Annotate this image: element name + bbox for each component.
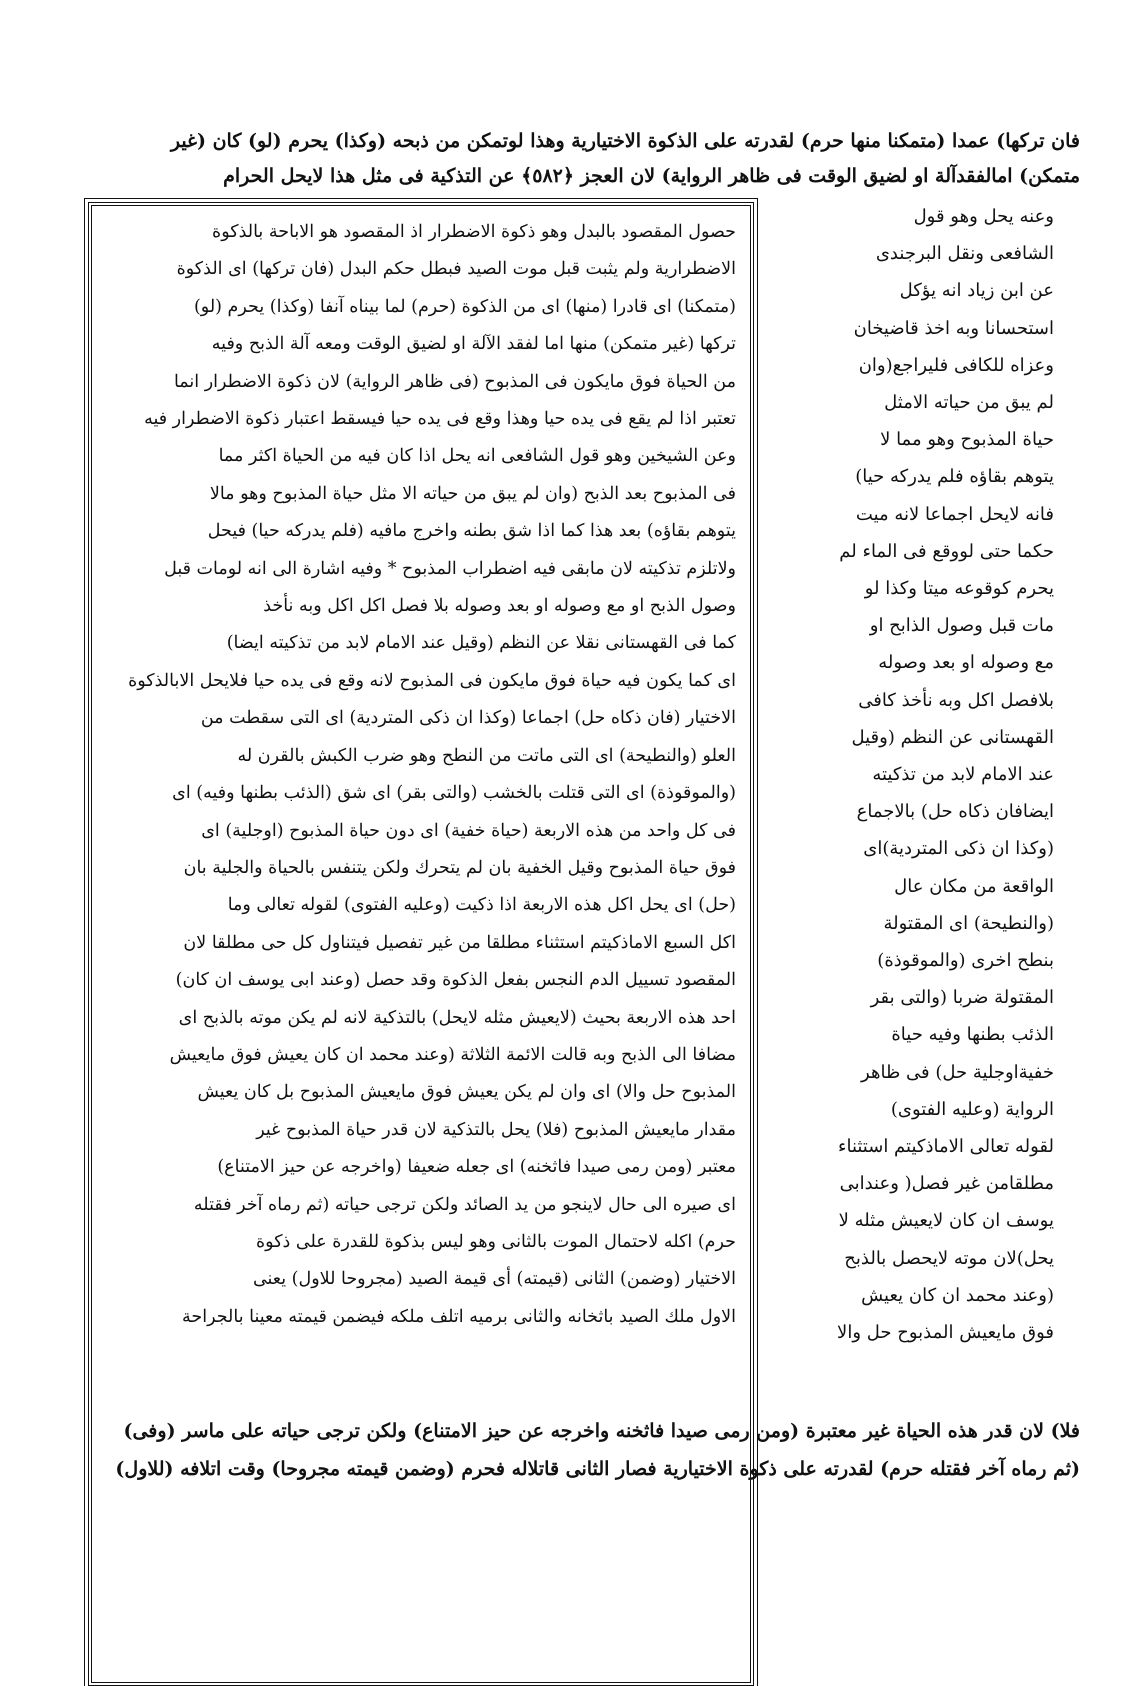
main-line: (متمكنا) اى قادرا (منها) اى من الذكوة (حرم) لما بيناه آنفا (وكذا) يحرم (لو) <box>193 296 736 317</box>
main-line: من الحياة فوق مايكون فى المذبوح (فى ظاهر الرواية) لان ذكوة الاضطرار انما <box>173 371 736 392</box>
main-line: وعن الشيخين وهو قول الشافعى انه يحل اذا كان فيه من الحياة اكثر مما <box>218 446 736 467</box>
top-line-2 <box>88 159 1080 194</box>
side-line: بنطح اخرى (والموقوذة) <box>877 950 1054 972</box>
main-line: اى كما يكون فيه حياة فوق مايكون فى المذبوح لانه وقع فى يده حيا فلايحل الابالذكوة <box>128 670 736 691</box>
main-line: اكل السبع الاماذكيتم استثناء مطلقا من غير تفصيل فيتناول كل حى مطلقا لان <box>183 932 736 953</box>
side-line: وعزاه للكافى فليراجع(وان <box>858 354 1054 376</box>
margin-commentary-column <box>764 198 1054 1351</box>
main-line: ولاتلزم تذكيته لان مابقى فيه اضطراب المذبوح * وفيه اشارة الى انه لومات قبل <box>164 558 736 579</box>
main-line: فى المذبوح بعد الذبح (وان لم يبق من حياته الا مثل حياة المذبوح وهو مالا <box>209 483 736 504</box>
side-line: مات قبل وصول الذابح او <box>869 615 1054 637</box>
main-line: معتبر (ومن رمى صيدا فاثخنه) اى جعله ضعيفا (واخرجه عن حيز الامتناع) <box>217 1157 736 1178</box>
side-line: المقتولة ضربا (والتى بقر <box>870 987 1054 1009</box>
main-line: وصول الذبح او مع وصوله او بعد وصوله بلا فصل اكل اكل وبه نأخذ <box>263 596 736 617</box>
main-line: حصول المقصود بالبدل وهو ذكوة الاضطرار اذ المقصود هو الاباحة بالذكوة <box>212 222 736 242</box>
main-line: (والموقوذة) اى التى قتلت بالخشب (والتى بقر) اى شق (الذئب بطنها وفيه) اى <box>172 783 736 804</box>
side-line: حياة المذبوح وهو مما لا <box>880 429 1054 451</box>
main-line: تعتبر اذا لم يقع فى يده حيا وهذا وقع فى يده حيا فيسقط اعتبار ذكوة الاضطرار فيه <box>144 409 736 430</box>
side-line: بلافصل اكل وبه نأخذ كافى <box>858 689 1054 711</box>
side-line: مع وصوله او بعد وصوله <box>878 652 1054 674</box>
side-line: فانه لايحل اجماعا لانه ميت <box>855 503 1054 525</box>
main-line: حرم) اكله لاحتمال الموت بالثانى وهو ليس بذكوة للقدرة على ذكوة <box>256 1231 736 1252</box>
main-line: فوق حياة المذبوح وقيل الخفية بان لم يتحرك ولكن يتنفس بالحياة والجلية بان <box>183 857 736 878</box>
side-line: لم يبق من حياته الامثل <box>884 392 1054 414</box>
side-line: خفيةاوجلية حل) فى ظاهر <box>861 1061 1054 1083</box>
main-line: كما فى القهستانى نقلا عن النظم (وقيل عند الامام لابد من تذكيته ايضا) <box>226 633 736 654</box>
top-commentary <box>88 124 1080 194</box>
side-line: (والنطيحة) اى المقتولة <box>883 912 1054 934</box>
main-line: مضافا الى الذبح وبه قالت الائمة الثلاثة (وعند محمد ان كان يعيش فوق مايعيش <box>169 1044 736 1065</box>
side-line: ايضافان ذكاه حل) بالاجماع <box>856 801 1054 823</box>
main-line: العلو (والنطيحة) اى التى ماتت من النطح وهو ضرب الكبش بالقرن له <box>237 745 736 766</box>
bottom-line: فلا) لان قدر هذه الحياة غير معتبرة (ومن رمى صيدا فاثخنه واخرجه عن حيز الامتناع) ولكن ترجى حياته على ماسر (وفى) <box>123 1420 1080 1442</box>
side-line: الشافعى ونقل البرجندى <box>875 243 1054 265</box>
main-line: الاول ملك الصيد باثخانه والثانى برميه اتلف ملكه فيضمن قيمته معينا بالجراحة <box>182 1306 736 1327</box>
main-line: تركها (غير متمكن) منها اما لفقد الآلة او لضيق الوقت ومعه آلة الذبح وفيه <box>211 334 736 355</box>
page-number-marker: ﴿٥٨٢﴾ <box>521 165 575 187</box>
side-line: عند الامام لابد من تذكيته <box>872 764 1054 786</box>
side-line: يحل)لان موته لايحصل بالذبح <box>844 1247 1054 1269</box>
main-line: احد هذه الاربعة بحيث (لايعيش مثله لايحل) بالتذكية لانه لم يكن موته بالذبح اى <box>178 1007 736 1028</box>
side-line: (وكذا ان ذكى المتردية)اى <box>863 838 1054 860</box>
main-line: يتوهم بقاؤه) بعد هذا كما اذا شق بطنه واخرج مافيه (فلم يدركه حيا) فيحل <box>207 521 736 542</box>
main-line: الاضطرارية ولم يثبت قبل موت الصيد فبطل حكم البدل (فان تركها) اى الذكوة <box>176 259 736 280</box>
side-line: الرواية (وعليه الفتوى) <box>890 1098 1054 1120</box>
top-line-2-tail: عن التذكية فى مثل هذا لايحل الحرام <box>223 165 515 187</box>
main-line: الاختيار (وضمن) الثانى (قيمته) أى قيمة الصيد (مجروحا للاول) يعنى <box>252 1269 736 1290</box>
side-line: فوق مايعيش المذبوح حل والا <box>837 1322 1054 1344</box>
side-line: عن ابن زياد انه يؤكل <box>899 280 1054 302</box>
side-line: الذئب بطنها وفيه حياة <box>891 1024 1054 1046</box>
side-line: وعنه يحل وهو قول <box>913 206 1054 227</box>
top-line-1: فان تركها) عمدا (متمكنا منها حرم) لقدرته على الذكوة الاختيارية وهذا لوتمكن من ذبحه (وكذا) يحرم (لو) كان (غير <box>170 130 1080 152</box>
main-line: المذبوح حل والا) اى وان لم يكن يعيش فوق مايعيش المذبوح بل كان يعيش <box>197 1082 736 1103</box>
side-line: (وعند محمد ان كان يعيش <box>861 1284 1054 1306</box>
side-line: يتوهم بقاؤه فلم يدركه حيا) <box>855 466 1054 488</box>
main-line: اى صيره الى حال لاينجو من يد الصائد ولكن ترجى حياته (ثم رماه آخر فقتله <box>193 1194 736 1215</box>
main-line: فى كل واحد من هذه الاربعة (حياة خفية) اى دون حياة المذبوح (اوجلية) اى <box>201 820 736 841</box>
side-line: القهستانى عن النظم (وقيل <box>851 726 1054 748</box>
side-line: لقوله تعالى الاماذكيتم استثناء <box>838 1136 1054 1158</box>
side-line: استحسانا وبه اخذ قاضيخان <box>853 317 1054 339</box>
side-line: يحرم كوقوعه ميتا وكذا لو <box>864 578 1054 600</box>
bottom-line: (ثم رماه آخر فقتله حرم) لقدرته على ذكوة الاختيارية فصار الثانى قاتلاله فحرم (وضمن قيمته مجروحا) وقت اتلافه (للاول) <box>115 1458 1080 1480</box>
bottom-commentary <box>88 1412 1080 1488</box>
side-line: الواقعة من مكان عال <box>894 875 1054 897</box>
main-line: مقدار مايعيش المذبوح (فلا) يحل بالتذكية لان قدر حياة المذبوح غير <box>256 1119 736 1140</box>
side-line: مطلقامن غير فصل( وعندابى <box>839 1173 1054 1195</box>
main-line: المقصود تسييل الدم النجس بفعل الذكوة وقد حصل (وعند ابى يوسف ان كان) <box>175 970 736 991</box>
side-line: يوسف ان كان لايعيش مثله لا <box>838 1210 1054 1232</box>
side-line: حكما حتى لووقع فى الماء لم <box>839 540 1054 562</box>
top-line-2-head: متمكن) امالفقدآلة او لضيق الوقت فى ظاهر الرواية) لان العجز <box>580 165 1080 187</box>
main-line: الاختيار (فان ذكاه حل) اجماعا (وكذا ان ذكى المتردية) اى التى سقطت من <box>200 708 736 729</box>
main-line: (حل) اى يحل اكل هذه الاربعة اذا ذكيت (وعليه الفتوى) لقوله تعالى وما <box>227 895 736 916</box>
